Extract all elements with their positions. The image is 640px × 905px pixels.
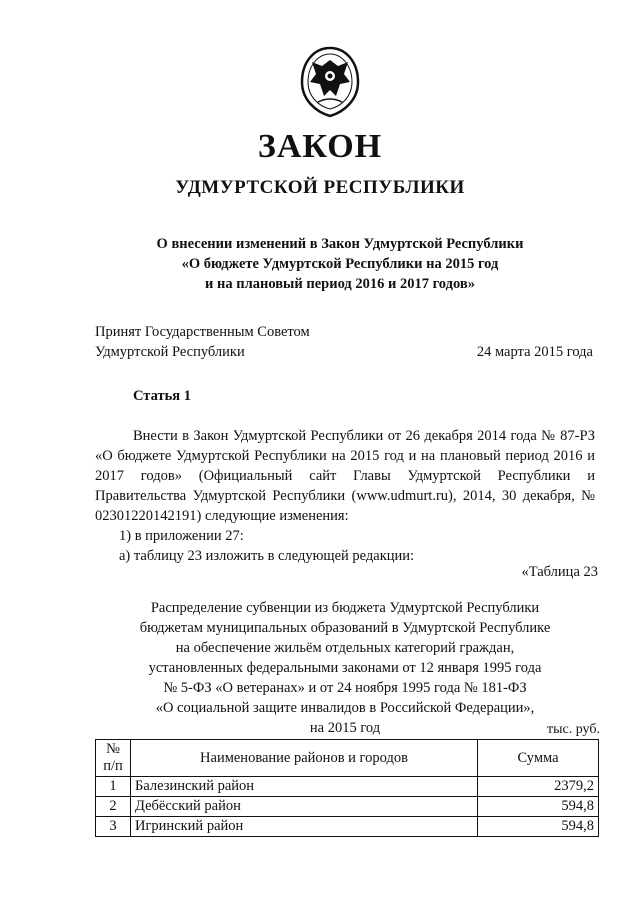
coat-of-arms-emblem: [298, 46, 362, 118]
table-title-line: Распределение субвенции из бюджета Удмуртской Республики: [150, 600, 540, 616]
table-title-line: на обеспечение жильём отдельных категорий граждан,: [175, 640, 515, 656]
table-title: [80, 598, 610, 738]
header-number-line1: №: [106, 741, 120, 757]
adoption-line: Удмуртской Республики: [95, 344, 245, 360]
body-item: 1) в приложении 27:: [119, 528, 244, 544]
document-title: ЗАКОН: [257, 128, 383, 165]
body-item: а) таблицу 23 изложить в следующей редакции:: [119, 548, 415, 564]
row-amount: 594,8: [478, 797, 599, 817]
document-subtitle: УДМУРТСКОЙ РЕСПУБЛИКИ: [175, 177, 465, 198]
row-number: 2: [96, 797, 131, 817]
header-name: Наименование районов и городов: [131, 740, 478, 777]
row-number: 1: [96, 777, 131, 797]
row-number: 3: [96, 817, 131, 837]
units-label: тыс. руб.: [547, 722, 600, 737]
table-row: [96, 817, 599, 837]
subject-line: и на плановый период 2016 и 2017 годов»: [205, 276, 475, 292]
table-reference: «Таблица 23: [521, 564, 598, 580]
body-paragraph: Внести в Закон Удмуртской Республики от 26 декабря 2014 года № 87-РЗ «О бюджете Удмуртской Республики на 2015 год и на плановый период 2016 и 2017 годов» (Официальный сайт Главы Удмуртской Республики и Правительства Удмуртской Республики (www.udmurt.ru), 2014, 30 декабря, № 02301220142191) следующие изменения:: [95, 428, 595, 524]
header-number-line2: п/п: [103, 758, 123, 774]
table-title-line: «О социальной защите инвалидов в Российской Федерации»,: [155, 700, 535, 716]
row-amount: 594,8: [478, 817, 599, 837]
law-subject: [100, 234, 580, 294]
table-title-line: № 5-ФЗ «О ветеранах» и от 24 ноября 1995 года № 181-ФЗ: [163, 680, 527, 696]
table-title-line: установленных федеральными законами от 12 января 1995 года: [148, 660, 542, 676]
adoption-line: Принят Государственным Советом: [95, 324, 310, 340]
subject-line: О внесении изменений в Закон Удмуртской Республики: [156, 236, 524, 252]
header-amount: Сумма: [478, 740, 599, 777]
adoption-date: 24 марта 2015 года: [476, 344, 593, 360]
adoption-info: [95, 322, 310, 362]
table-title-line: бюджетам муниципальных образований в Удмуртской Республике: [139, 620, 551, 636]
table-row: [96, 777, 599, 797]
table-title-line: на 2015 год: [309, 720, 381, 736]
row-name: Балезинский район: [131, 777, 478, 797]
table-row: [96, 797, 599, 817]
article-heading: Статья 1: [133, 388, 191, 404]
row-amount: 2379,2: [478, 777, 599, 797]
subject-line: «О бюджете Удмуртской Республики на 2015 год: [181, 256, 499, 272]
row-name: Игринский район: [131, 817, 478, 837]
row-name: Дебёсский район: [131, 797, 478, 817]
header-number: [96, 740, 131, 777]
subsidy-table: [95, 739, 599, 837]
table-header-row: [96, 740, 599, 777]
article-body: [95, 426, 595, 566]
